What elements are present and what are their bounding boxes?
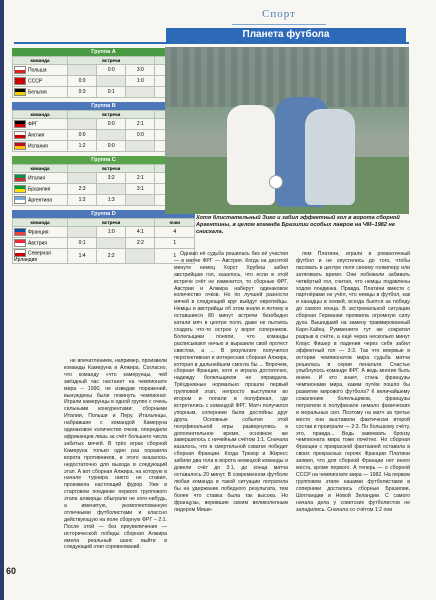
team-cell (13, 87, 68, 98)
column-paragraph: не впечатлением, например, произвели команды Камеруна и Алжира. Согласно, что команду «что камерунцы, чей звёздный час настанет на чемпионате мира – 1990, не изведав поражений, вынуждены были покинуть чемпионат. Играли камерунцы в одной группе с очень сильными конкурентами: сборными Италии, Польши и Перу. Итальянцы, набравшие с командой Камеруна одинаковое количество очков, опередили африканцев лишь за счёт большего числа забитых мячей. В трёх играх сборной Камеруна только один раз поразила ворота противников, и этого оказалось недостаточно для выхода в следующий этап. А вот сборная Алжира, на которую в начале турнира никто не ставил, произвела настоящий фурор. Уже в стартовом поединке первого группового этапа алжирцы обыграли не кого-нибудь, а именитую, укомплектованную отличными футболистами и классно действующую на поле сборную ФРГ – 2:1. После этой — без преувеличения — исторической победы сборная Алжира имела реальный шанс выйти в следующий этап соревнований. (64, 358, 167, 551)
group-title: Группа D (12, 210, 195, 218)
result-cell: 1:3 (97, 195, 126, 206)
player-white (227, 105, 275, 205)
result-cell: 2:1 (126, 173, 155, 184)
flag-icon (14, 196, 26, 204)
team-cell (13, 76, 68, 87)
standings-table (12, 218, 195, 264)
team-name: Бельгия (28, 89, 47, 96)
flag-icon (14, 142, 26, 150)
team-name: Аргентина (28, 197, 52, 204)
result-cell: 1:0 (97, 227, 126, 238)
result-cell: 0:1 (68, 238, 97, 249)
group-title: Группа В (12, 102, 195, 110)
column-paragraph: лем Платини, играли в романтичный футбол и не опустились до того, чтобы пасовать в центре поля своему голкиперу или затягивать время. Они побежали забивать четвёртый гол, считая, что немцы подавлены ходом поединка. Правда, Платини вместе с партнёрами не учёл, что немцы в футбол, как и канадцы в хоккей, всегда бьются за победу до самого конца. В экстремальной ситуации сборная Германии проявила огромную силу духа. Вышедший на замену травмированный Карл-Хайнц Румменигге тут же сократил разрыв в счёте, а ещё через несколько минут Клаус Фишер в падении через себя забил эффектный гол — 3:3. Так что впервые в истории чемпионатов мира судьба матча решилась в серии пенальти. Счастье улыбнулось команде ФРГ. А ведь многие быть иначе. И кто знает, стань французы чемпионами мира, каким путём пошло бы развитие мирового футбола? К величайшему сожалению болельщиков, французы потратили в полуфинале немало физических и моральных сил. Поэтому на матч за третье место они выставили фактически второй состав и проиграли — 2:3. По большому счёту, это, правда... Ведь завоевать бронзу чемпионата мира тоже почётно. Но сборная Франции с прекрасной фантазией оставила в своих прекрасных героях Франции Платини заявил, что для сборной Франции нет иного места, кроме первого. А теперь — о сборной СССР на чемпионате мира — 1982. На первом групповом этапе нашими футболистами в соперники достались сборные Бразилии, Шотландии и Новой Зеландии. С самого начала дела у советских футболистов не заладились. Сначала со счётом 1:2 они (296, 251, 410, 513)
result-cell: 0:0 (68, 130, 97, 141)
group-title: Группа С (12, 156, 195, 164)
column-paragraph: Однако её судьба решилась без её участия — в матче ФРГ — Австрия. Когда на десятой минуте немец Хорст Хрубеш забил австрийцам гол, казалось, что если в этой встрече счёт не изменится, то сборные ФРГ, Австрии и Алжира наберут одинаковое количество очков. Но по лучшей разности мячей в следующий круг выйдут европейцы. Немцы и австрийцы об этом знали и потому в оставшиеся 80 минут встречи безобидно катали мяч в центре поля, даже не пытаясь создать что-то острое у ворот соперников. Болельщики поняли, что команды расписывают ничью и выразили свой протест свистом, а ... В результате получился перспективная и интересная сборная Алжира, которая в дальнейшем смогла бы ... Впрочем, сборная Франции, хотя и играла достаточно, надежду болельщиков не оправдала. Трёхдневные нормально прошли первый групповой этап, непросто выступили во втором и попали в полуфинал, где встретились с командой ФРГ. Матч получился упорным, соперники были достойны друг друга. Основные события этой полуфинальной игры развернулись в дополнительное время, основное же завершилось с ничейным счётом 1:1. Сначала казалось, что в смертельной схватке победит сборная Франции. Когда Трезор и Жиресс забили два гола в ворота немецкой команды и довели счёт до 3:1, до конца матча оставалось 20 минут. В современном футболе любая команда в такой ситуации потратила бы на удержание победного результата, тем более что ставка была так высока. Но французы, верившие своим великолепным лидером Мише- (174, 251, 288, 513)
result-cell (68, 227, 97, 238)
team-name: Италия (28, 175, 46, 182)
table-row (13, 238, 195, 249)
team-name: Австрия (28, 240, 48, 247)
result-cell: 0:3 (68, 87, 97, 98)
points-cell: 4 (155, 227, 195, 238)
column-header: команда (13, 111, 68, 119)
result-cell: 0:0 (126, 130, 155, 141)
header-divider (14, 42, 409, 44)
flag-icon (14, 249, 26, 257)
column-header: команда (13, 57, 68, 65)
flag-icon (14, 239, 26, 247)
flag-icon (14, 66, 26, 74)
group-table (12, 210, 195, 264)
team-name: ФРГ (28, 121, 38, 128)
result-cell: 3:1 (126, 184, 155, 195)
result-cell: 2:3 (68, 184, 97, 195)
flag-icon (14, 131, 26, 139)
page-spine (0, 0, 4, 600)
result-cell (126, 87, 155, 98)
team-name: Англия (28, 132, 45, 139)
points-cell: 1 (155, 249, 195, 264)
flag-icon (14, 77, 26, 85)
flag-icon (14, 120, 26, 128)
text-column-2 (174, 251, 288, 513)
section-title: Спорт (232, 8, 326, 25)
photo-caption: Хотя блистательный Зико и забил эффектный гол в ворота сборной Аргентины, в целом команда Бразилии особых лавров на ЧМ–1982 не снискала. (196, 215, 400, 235)
result-cell: 3:0 (126, 65, 155, 76)
team-cell (13, 227, 68, 238)
flag-icon (14, 228, 26, 236)
result-cell: 2:1 (126, 119, 155, 130)
football-photo (165, 47, 409, 214)
table-row (13, 249, 195, 264)
team-cell (13, 173, 68, 184)
group-title: Группа А (12, 48, 195, 56)
table-row (13, 227, 195, 238)
result-cell: 1:2 (68, 195, 97, 206)
result-cell (97, 238, 126, 249)
result-cell: 1:2 (68, 141, 97, 152)
result-cell: 0:1 (97, 87, 126, 98)
page-title: Планета футбола (166, 28, 406, 42)
result-cell: 3:2 (97, 173, 126, 184)
team-cell (13, 130, 68, 141)
team-name: Польша (28, 67, 47, 74)
football-ball (269, 175, 283, 189)
team-name: Бразилия (28, 186, 51, 193)
result-cell (68, 65, 97, 76)
result-cell (126, 249, 155, 264)
result-cell (97, 130, 126, 141)
team-cell (13, 238, 68, 249)
result-cell (97, 76, 126, 87)
result-cell (68, 173, 97, 184)
flag-icon (14, 174, 26, 182)
result-cell: 1:4 (68, 249, 97, 264)
team-cell (13, 184, 68, 195)
team-cell (13, 249, 68, 264)
team-cell (13, 195, 68, 206)
result-cell (68, 119, 97, 130)
team-cell (13, 119, 68, 130)
result-cell (126, 141, 155, 152)
team-name: СССР (28, 78, 43, 85)
column-header: команда (13, 165, 68, 173)
column-header: встречи (68, 165, 155, 173)
column-header: команда (13, 219, 68, 227)
column-header: встречи (68, 111, 155, 119)
points-cell: 1 (155, 238, 195, 249)
team-cell (13, 141, 68, 152)
result-cell: 0:0 (97, 141, 126, 152)
team-name: Испания (28, 143, 48, 150)
result-cell (126, 195, 155, 206)
text-column-1 (64, 358, 167, 551)
result-cell: 2:2 (97, 249, 126, 264)
team-name: Северная Ирландия (14, 250, 51, 263)
team-cell (13, 65, 68, 76)
column-header: встречи (68, 57, 155, 65)
player-light (305, 109, 355, 205)
result-cell: 0:0 (68, 76, 97, 87)
team-name: Франция (28, 229, 49, 236)
result-cell: 4:1 (126, 227, 155, 238)
page-number: 60 (6, 566, 17, 576)
result-cell (97, 184, 126, 195)
column-header: очки (155, 219, 195, 227)
result-cell: 0:0 (97, 65, 126, 76)
result-cell: 2:2 (126, 238, 155, 249)
result-cell: 0:0 (97, 119, 126, 130)
text-column-3 (296, 251, 410, 513)
flag-icon (14, 88, 26, 96)
result-cell: 1:0 (126, 76, 155, 87)
flag-icon (14, 185, 26, 193)
column-header: встречи (68, 219, 155, 227)
